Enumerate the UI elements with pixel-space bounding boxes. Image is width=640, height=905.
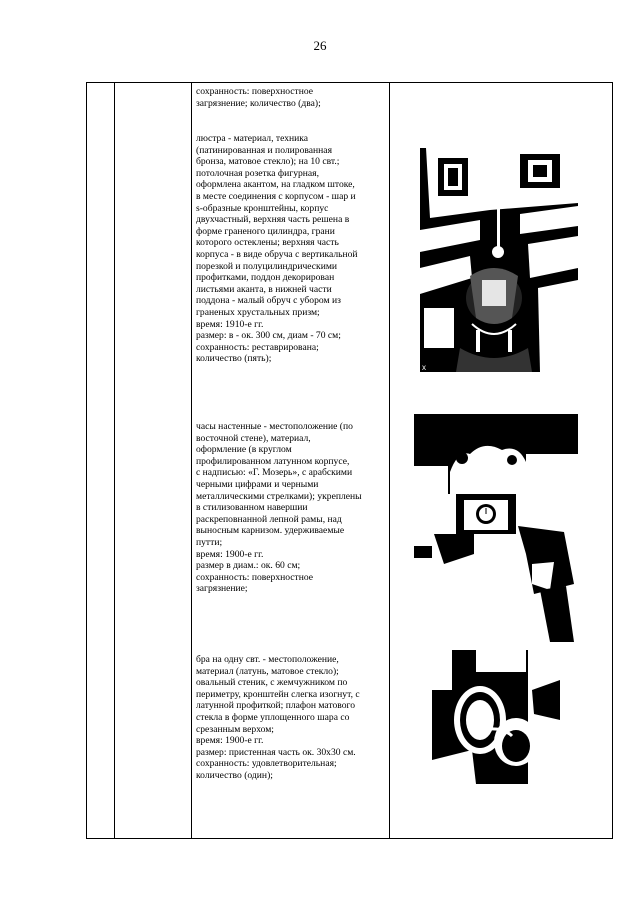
- entry-text-wall-clock: часы настенные - местоположение (по восточной стене), материал, оформление (в круглом профилированном латунном корпусе, с надписью: «Г. Мозерь», с арабскими черными цифрами и черными металлическими стрелками); укреплены в стилизованном навершии раскреповнанной лепной рамы, над выносным карнизом. удерживаемые путти; время: 1900-е гг. размер в диам.: ок. 60 см; сохранность: поверхностное загрязнение;: [196, 421, 362, 595]
- page-number: 26: [313, 38, 327, 53]
- entry-text-sconce: бра на одну свт. - местоположение, материал (латунь, матовое стекло); овальный стеник, с жемчужником по периметру, кронштейн слегка изогнут, с латунной профиткой; плафон матового стекла в форме уплощенного шара со срезанным верхом; время: 1900-е гг. размер: пристенная часть ок. 30x30 см. сохранность: удовлетворительная; количество (один);: [196, 654, 360, 781]
- entry-text-continued: сохранность: поверхностное загрязнение; количество (два);: [196, 86, 321, 109]
- sconce-photo: [432, 650, 560, 784]
- entry-text-chandelier: люстра - материал, техника (патинированная и полированная бронза, матовое стекло); на 10 свт.; потолочная розетка фигурная, оформлена акантом, на гладком штоке, в месте соединения с корпусом - шар и s-образные кронштейны, корпус двухчастный, верхняя часть решена в форме граненого цилиндра, грани которого остеклены; верхняя часть корпуса - в виде обруча с вертикальной порезкой и полуцилиндрическими профитками, поддон декорирован листьями аканта, в нижней части поддона - малый обруч с убором из граненых хрустальных призм; время: 1910-е гг. размер: в - ок. 300 см, диам - 70 см; сохранность: реставрирована; количество (пять);: [196, 133, 358, 365]
- svg-text:x: x: [422, 363, 426, 372]
- chandelier-photo: [420, 148, 578, 372]
- wall-clock-photo: [414, 414, 578, 642]
- column-divider-3: [389, 83, 390, 838]
- column-divider-1: [114, 83, 115, 838]
- column-divider-2: [191, 83, 192, 838]
